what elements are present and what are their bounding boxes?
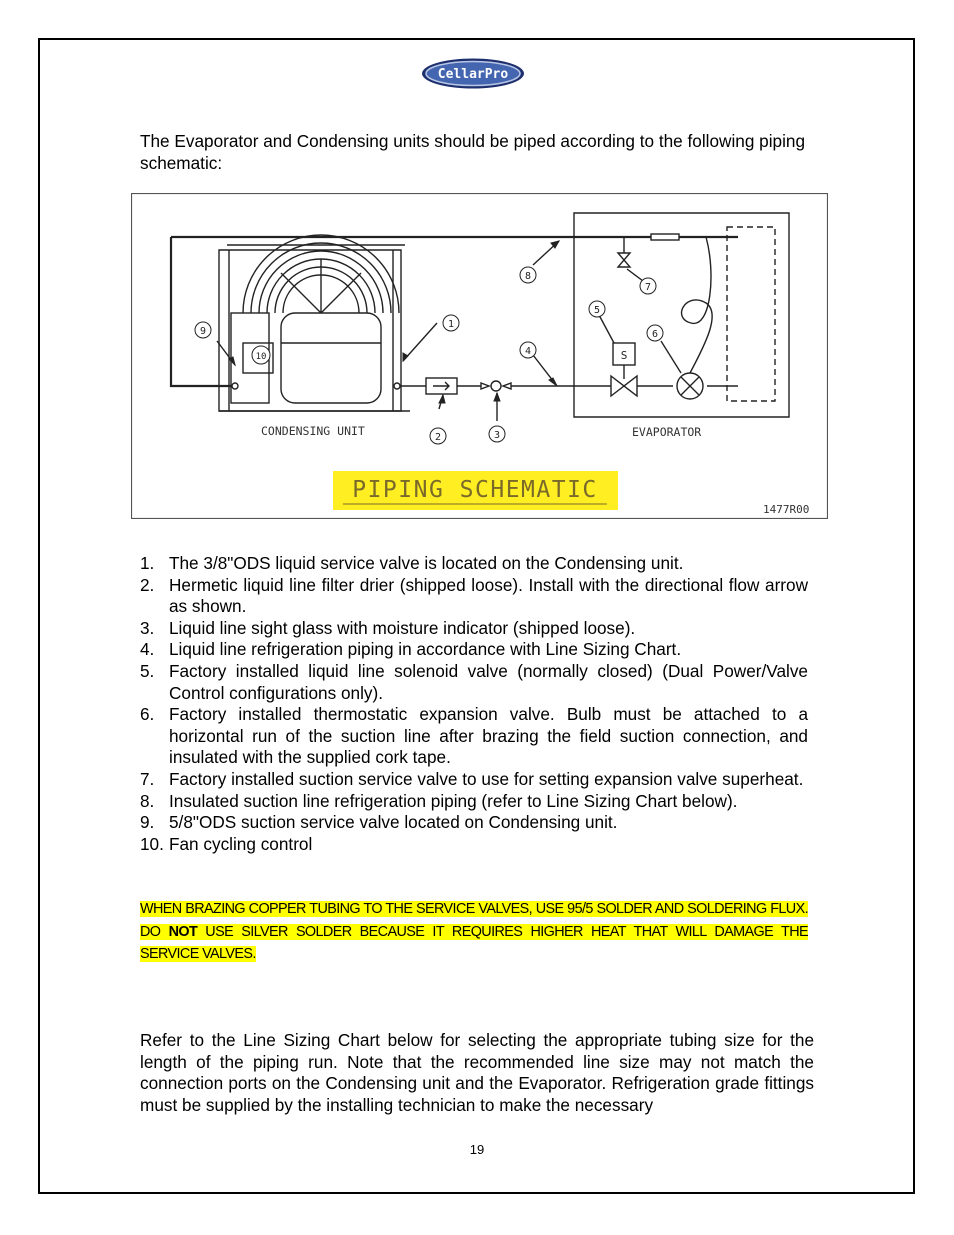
intro-paragraph: The Evaporator and Condensing units should be piped according to the following piping schematic: [140, 131, 806, 173]
cellarpro-logo [420, 57, 526, 90]
page-number: 19 [469, 1142, 485, 1157]
callout-9: 9 [199, 326, 207, 337]
list-item: 8. Insulated suction line refrigeration piping (refer to Line Sizing Chart below). [140, 790, 738, 811]
schematic-title: PIPING SCHEMATIC [352, 477, 598, 503]
callout-6: 6 [651, 329, 659, 340]
solenoid-letter: S [620, 349, 628, 362]
component-list [140, 553, 808, 855]
callout-7: 7 [644, 282, 652, 293]
callout-3: 3 [493, 430, 501, 441]
logo-text: CellarPro [437, 67, 509, 82]
list-item: 9. 5/8"ODS suction service valve located on Condensing unit. [140, 812, 618, 833]
list-item: 3. Liquid line sight glass with moisture indicator (shipped loose). [140, 617, 636, 638]
list-item: 5. Factory installed liquid line solenoid valve (normally closed) (Dual Power/Valve Control configurations only). [140, 660, 808, 703]
condensing-unit-label: CONDENSING UNIT [261, 424, 365, 438]
evaporator-label: EVAPORATOR [632, 425, 702, 439]
drawing-code: 1477R00 [763, 503, 810, 516]
list-item: 4. Liquid line refrigeration piping in accordance with Line Sizing Chart. [140, 639, 682, 660]
list-item: 6. Factory installed thermostatic expansion valve. Bulb must be attached to a horizontal run of the suction line after brazing the field suction connection, and insulated with the supplied cork tape. [140, 704, 808, 768]
callout-8: 8 [524, 271, 532, 282]
callout-1: 1 [447, 319, 455, 330]
callout-4: 4 [524, 346, 532, 357]
list-item: 10. Fan cycling control [140, 833, 313, 854]
list-item: 2. Hermetic liquid line filter drier (shipped loose). Install with the directional flow arrow as shown. [140, 574, 808, 617]
piping-schematic [131, 193, 828, 519]
line-sizing-paragraph: Refer to the Line Sizing Chart below for selecting the appropriate tubing size for the length of the piping run. Note that the recommended line size may not match the connection ports on the Condensing unit and the Evaporator. Refrigeration grade fittings must be supplied by the installing technician to make the necessary [140, 1030, 814, 1115]
callout-5: 5 [593, 305, 601, 316]
brazing-warning: WHEN BRAZING COPPER TUBING TO THE SERVICE VALVES, USE 95/5 SOLDER AND SOLDERING FLUX. DO NOT USE SILVER SOLDER BECAUSE IT REQUIRES HIGHER HEAT THAT WILL DAMAGE THE SERVICE VALVES. [140, 901, 808, 962]
callout-10: 10 [255, 352, 267, 362]
list-item: 7. Factory installed suction service valve to use for setting expansion valve superheat. [140, 768, 804, 789]
callout-2: 2 [434, 432, 442, 443]
list-item: 1. The 3/8"ODS liquid service valve is located on the Condensing unit. [140, 553, 684, 573]
